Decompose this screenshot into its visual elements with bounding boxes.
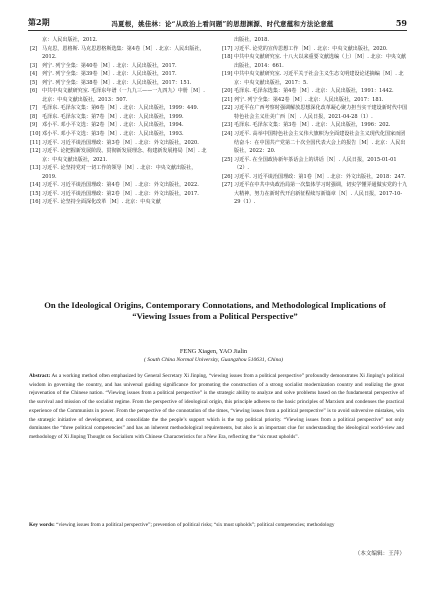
reference-text: 习近平. 论坚持党对一切工作的领导［M］. 北京：中央文献出版社，2019. [42, 165, 197, 180]
english-authors: FENG Xiagen, YAO Jialin [179, 348, 248, 355]
reference-entry [30, 36, 208, 45]
reference-entry [30, 198, 208, 207]
reference-number: [5] [30, 79, 38, 86]
reference-number [222, 36, 234, 45]
reference-entry [30, 113, 208, 122]
reference-number: [27] [222, 182, 233, 189]
reference-number: [6] [30, 88, 38, 95]
reference-text: 京：人民出版社，2012. [42, 37, 98, 43]
keywords-label: Key words: [29, 522, 55, 528]
reference-text: 中共中央文献研究室. 毛泽东年谱（一九九三——一九四九）中册［M］. 北京：中央文献出版社，2013：507. [42, 88, 205, 103]
reference-entry [222, 53, 408, 70]
reference-text: 列宁. 列宁全集：第38卷［M］. 北京：人民出版社，2017：151. [42, 79, 192, 86]
reference-number: [22] [222, 105, 233, 112]
reference-number: [15] [30, 190, 41, 197]
reference-entry [222, 87, 408, 96]
reference-number: [21] [222, 96, 233, 103]
reference-number: [7] [30, 105, 38, 112]
reference-entry [222, 181, 408, 207]
header-rule [28, 30, 407, 31]
reference-text: 毛泽东. 毛泽东选集：第4卷［M］. 北京：人民出版社，1991：1442. [234, 88, 394, 95]
reference-number: [23] [222, 122, 233, 129]
reference-entry [222, 121, 408, 130]
reference-entry [222, 36, 408, 45]
reference-text: 列宁. 列宁全集：第39卷［M］. 北京：人民出版社，2017. [42, 71, 177, 78]
reference-text: 邓小平. 邓小平文选：第2卷［M］. 北京：人民出版社，1994. [42, 122, 184, 129]
reference-text: 毛泽东. 毛泽东文集：第6卷［M］. 北京：人民出版社，1999：449. [42, 105, 199, 112]
reference-text: 出版社，2018. [234, 37, 269, 43]
english-abstract [29, 372, 404, 442]
reference-entry [30, 121, 208, 130]
references-left-column [30, 36, 208, 207]
reference-text: 习近平. 论党的宣传思想工作［M］. 北京：中央文献出版社，2020. [234, 45, 388, 52]
reference-number: [11] [30, 139, 41, 146]
keywords-text: “viewing issues from a political perspective”; prevention of political risks; “six must upholds”; political competencies; methodology [56, 522, 335, 528]
reference-text: 习近平. 论把握新发展阶段、贯彻新发展理念、构建新发展格局［M］. 北京：中央文献出版社，2021. [42, 148, 207, 163]
reference-text: 习近平. 在全国政协新年茶话会上的讲话［N］. 人民日报，2015-01-01（2）. [234, 156, 397, 172]
reference-entry [30, 164, 208, 181]
reference-text: 习近平. 论坚持全面深化改革［M］. 北京：中央文献 [42, 199, 161, 206]
reference-number: [13] [30, 165, 41, 172]
reference-entry [30, 62, 208, 71]
reference-text: 习近平. 习近平谈治国理政：第2卷［M］. 北京：外文出版社，2017. [42, 190, 199, 197]
running-header [28, 14, 407, 28]
reference-number: [12] [30, 148, 41, 155]
reference-text: 习近平. 习近平谈治国理政：第4卷［M］. 北京：外文出版社，2022. [42, 182, 199, 189]
reference-entry [222, 96, 408, 105]
editor-note: （本文编辑：王萍） [354, 551, 405, 557]
reference-entry [30, 104, 208, 113]
page-number: 59 [395, 18, 407, 28]
reference-text: 邓小平. 邓小平文选：第3卷［M］. 北京：人民出版社，1993. [42, 131, 184, 138]
running-title: 冯夏根，姚佳林：论“从政治上看问题”的思想渊源、时代意蕴和方法论意蕴 [111, 20, 334, 28]
reference-text: 习近平. 习近平谈治国理政：第3卷［M］. 北京：外文出版社，2020. [42, 139, 199, 146]
reference-number: [18] [222, 54, 233, 61]
reference-number: [20] [222, 88, 233, 95]
reference-entry [222, 173, 408, 182]
reference-entry [30, 190, 208, 199]
reference-entry [222, 104, 408, 121]
reference-entry [222, 130, 408, 156]
reference-entry [30, 79, 208, 88]
reference-text: 中共中央文献研究室. 习近平关于社会主义生态文明建设论述摘编［M］. 北京：中央文献出版社，2017：5. [234, 71, 404, 86]
reference-entry [30, 45, 208, 62]
reference-number: [24] [222, 131, 233, 138]
reference-number: [4] [30, 71, 38, 78]
reference-entry [30, 87, 208, 104]
reference-entry [30, 130, 208, 139]
reference-text: 中共中央文献研究室. 十八大以来重要文献选编（上）［M］. 北京：中央文献出版社，2014：661. [234, 54, 407, 69]
reference-text: 马克思，恩格斯. 马克思恩格斯选集：第4卷［M］. 北京：人民出版社，2012. [42, 45, 205, 61]
reference-number: [9] [30, 122, 38, 129]
reference-entry [222, 156, 408, 173]
english-affiliation: ( South China Normal University, Guangzhou 510631, China) [143, 357, 284, 363]
english-title: On the Ideological Origins, Contemporary Connotations, and Methodological Implications of “Viewing Issues from a Political Perspective” [44, 300, 386, 321]
reference-entry [222, 70, 408, 87]
reference-entry [30, 70, 208, 79]
reference-entry [222, 45, 408, 54]
reference-text: 习近平在中共中央政治局第一次集体学习时强调，切实学懂弄通做实党的十九大精神，努力在新时代开启新征程续写新篇章［N］. 人民日报，2017-10-29（1）. [234, 182, 408, 206]
reference-text: 列宁. 列宁全集：第40卷［M］. 北京：人民出版社，2017. [42, 62, 177, 69]
reference-entry [30, 139, 208, 148]
reference-number: [3] [30, 62, 38, 69]
reference-number: [19] [222, 71, 233, 78]
reference-text: 列宁. 列宁全集：第42卷［M］. 北京：人民出版社，2017：181. [234, 96, 384, 103]
abstract-label: Abstract: [29, 373, 51, 379]
reference-number [30, 36, 42, 45]
reference-number: [2] [30, 45, 38, 52]
reference-entry [30, 181, 208, 190]
english-keywords [29, 521, 404, 530]
reference-number: [25] [222, 156, 233, 163]
reference-number: [10] [30, 131, 41, 138]
references-right-column [222, 36, 408, 207]
issue-label: 第2期 [28, 17, 50, 27]
reference-number: [14] [30, 182, 41, 189]
reference-number: [16] [30, 199, 41, 206]
reference-number: [17] [222, 45, 233, 52]
reference-entry [30, 147, 208, 164]
reference-text: 习近平. 习近平谈治国理政：第1卷［M］. 北京：外文出版社，2018：247. [234, 173, 406, 180]
reference-text: 毛泽东. 毛泽东文集：第7卷［M］. 北京：人民出版社，1999. [42, 113, 184, 120]
reference-text: 习近平在广西考察时强调解放思想深化改革凝心聚力担当实干建设新时代中国特色社会主义壮美广西［N］. 人民日报，2021-04-28（1）. [234, 105, 408, 120]
reference-text: 毛泽东. 毛泽东文集：第3卷［M］. 北京：人民出版社，1996：202. [234, 122, 391, 129]
reference-number: [26] [222, 173, 233, 180]
reference-number: [8] [30, 113, 38, 120]
abstract-text: As a working method often emphasized by General Secretary Xi Jinping, “viewing issues from a political perspective” profoundly demonstrates Xi Jinping’s political wisdom in governing the country, and has universal guiding significance for promoting the construction of a strong socialist modernization country and realizing the great rejuvenation of the Chinese nation. “Viewing issues from a political perspective” is the strategic ability to analyze and solve problems based on the fundamental perspective of the survival and mission of the socialist regime. From the perspective of ideological origin, this principle adheres to the basic principles of Marxism and condenses the practical experience of the Communists in power. From the perspective of the connotation of the times, “viewing issues from a political perspective” is to avoid subversive mistakes, win the strategic initiative of development, and consolidate the the people’s support which is the top political priority. “Viewing issues from a political perspective” not only dominates the “three political competencies” and has an inherent methodological requirements, but also is an important clue for understanding the ideological world-view and methodology of Xi Jinping Thought on Socialism with Chinese Characteristics for a New Era, reflecting the “six must upholds”. [29, 373, 404, 440]
reference-text: 习近平. 高举中国特色社会主义伟大旗帜为全面建设社会主义现代化国家而团结奋斗：在中国共产党第二十次全国代表大会上的报告［M］. 北京：人民出版社，2022：20. [234, 131, 406, 155]
